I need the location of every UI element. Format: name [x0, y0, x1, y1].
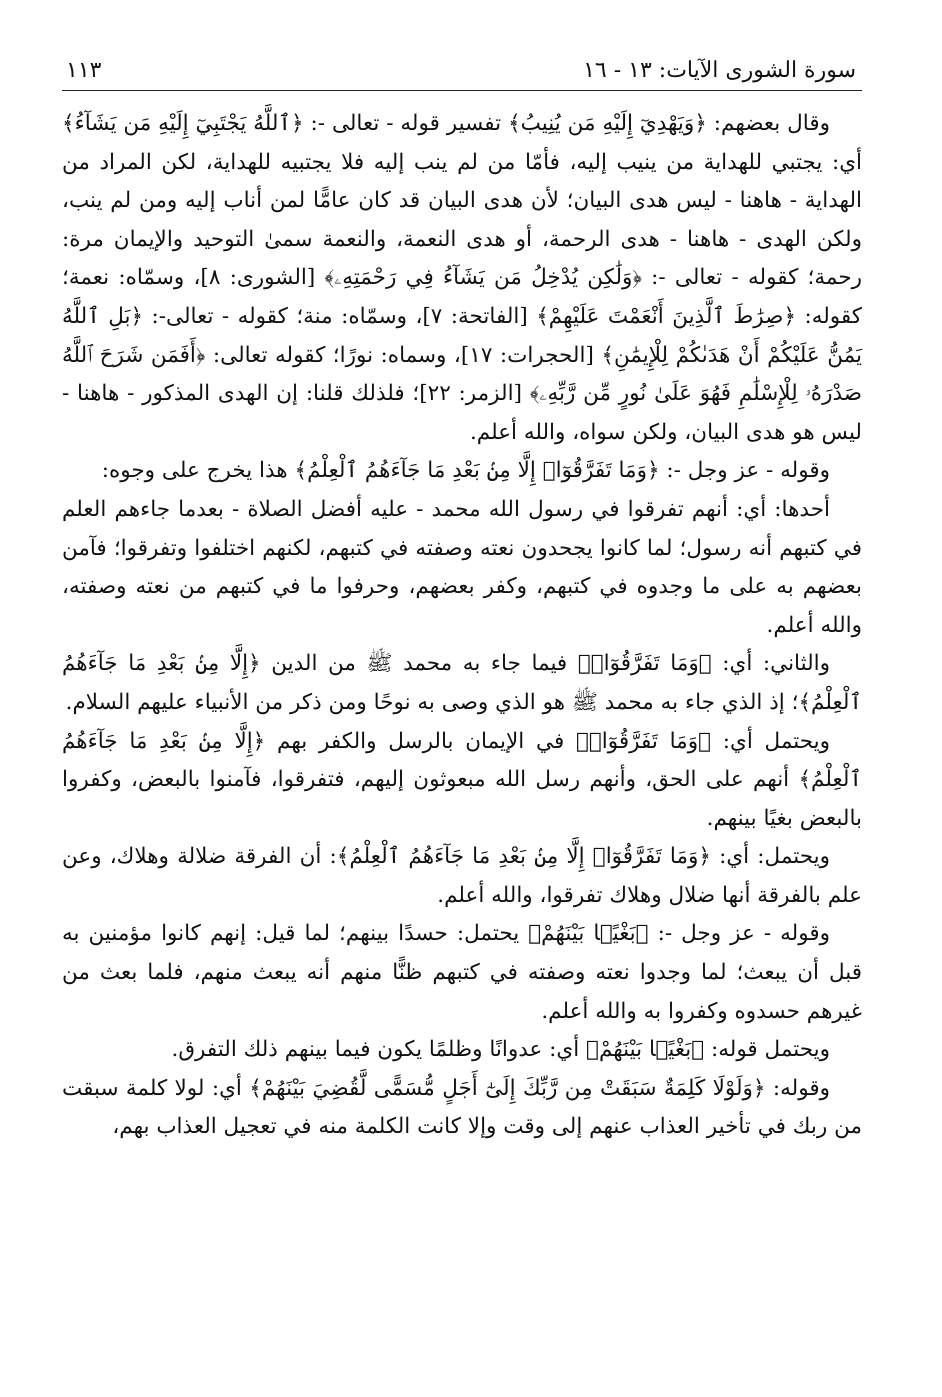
quran-verse: ﴿بَلِ ٱللَّهُ يَمُنُّ عَلَيْكُمْ أَنْ هَدَىٰكُمْ لِلْإِيمَٰنِ﴾	[62, 303, 862, 368]
text-run: أي: يجتبي للهداية من ينيب إليه، فأمّا من لم ينب إليه فلا يجتبيه للهداية، لكن المراد من الهداية - هاهنا - ليس هدى البيان؛ لأن هدى البيان قد كان عامًّا لمن أناب إليه ومن لم ينب، ولكن الهدى - هاهنا - هدى الرحمة، أو هدى النعمة، والنعمة سمىٰ التوحيد والإيمان مرة: رحمة؛ كقوله - تعالى -:	[62, 149, 863, 291]
text-run: وقوله:	[765, 1075, 830, 1101]
text-run: [الفاتحة: ٧]، وسمّاه: منة؛ كقوله - تعالى-:	[143, 303, 537, 329]
quran-verse: ﴿إِلَّا مِنۢ بَعْدِ مَا جَآءَهُمُ ٱلْعِلْمُ﴾	[62, 728, 862, 793]
book-page	[62, 48, 862, 1368]
text-run: والثاني: أي:	[711, 651, 830, 677]
paragraph	[62, 645, 862, 722]
text-run: فيما جاء به محمد ﷺ من الدين	[260, 651, 578, 677]
text-run: هذا يخرج على وجوه:	[101, 458, 295, 484]
text-run: أي: عدوانًا وظلمًا يكون فيما بينهم ذلك التفرق.	[171, 1037, 587, 1063]
text-run: وقال بعضهم:	[706, 111, 830, 136]
text-run: في الإيمان بالرسل والكفر بهم	[265, 728, 576, 754]
paragraph	[62, 915, 862, 1031]
quran-verse: ﴿وَمَا تَفَرَّقُوٓا۟﴾	[577, 651, 712, 677]
quran-verse: ﴿وَيَهْدِيٓ إِلَيْهِ مَن يُنِيبُ﴾	[508, 111, 707, 136]
quran-verse: ﴿بَغْيًۢا بَيْنَهُمْ﴾	[528, 921, 649, 947]
quran-verse: ﴿صِرَٰطَ ٱلَّذِينَ أَنْعَمْتَ عَلَيْهِمْ﴾	[536, 303, 797, 329]
paragraph	[62, 1031, 862, 1070]
text-run: وقوله - عز وجل -:	[659, 458, 830, 484]
quran-verse: ﴿وَمَا تَفَرَّقُوٓا۟﴾	[575, 728, 711, 754]
paragraph	[62, 452, 862, 491]
text-run: ويحتمل: أي:	[710, 844, 830, 870]
text-run: ؛ إذ الذي جاء به محمد ﷺ هو الذي وصى به نوحًا ومن ذكر من الأنبياء عليهم السلام.	[65, 689, 799, 715]
quran-verse: ﴿وَلَوْلَا كَلِمَةٌ سَبَقَتْ مِن رَّبِّكَ إِلَىٰٓ أَجَلٍ مُّسَمًّى لَّقُضِيَ بَيْنَهُمْ﴾	[249, 1075, 766, 1101]
paragraph	[62, 1070, 862, 1147]
page-number: ١١٣	[66, 58, 102, 83]
text-run: أي: لولا كلمة سبقت من ربك في تأخير العذاب عنهم إلى وقت وإلا كانت الكلمة منه في تعجيل العذاب بهم،	[62, 1075, 862, 1140]
text-run: يحتمل: حسدًا بينهم؛ لما قيل: إنهم كانوا مؤمنين به قبل أن يبعث؛ لما وجدوا نعته وصفته في كتبهم ظنًّا منهم أنه يبعث منهم، فلما بعث من غيرهم حسدوه وكفروا به والله أعلم.	[62, 921, 862, 1024]
text-run: [الشورى: ٨]، وسمّاه: نعمة؛ كقوله:	[62, 265, 863, 329]
quran-verse: ﴿بَغْيًۢا بَيْنَهُمْ﴾	[586, 1037, 705, 1063]
text-run: تفسير قوله - تعالى -:	[303, 111, 509, 136]
quran-verse: ﴿ٱللَّهُ يَجْتَبِيٓ إِلَيْهِ مَن يَشَآءُ﴾	[62, 111, 304, 136]
quran-verse: ﴿وَمَا تَفَرَّقُوٓا۟ إِلَّا مِنۢ بَعْدِ مَا جَآءَهُمُ ٱلْعِلْمُ﴾	[336, 844, 711, 870]
paragraph	[62, 105, 862, 452]
text-run: وقوله - عز وجل -:	[648, 921, 830, 947]
body-text	[62, 105, 862, 1147]
quran-verse: ﴿أَفَمَن شَرَحَ ٱللَّهُ صَدْرَهُۥ لِلْإِسْلَٰمِ فَهُوَ عَلَىٰ نُورٍ مِّن رَّبِّهِۦ﴾	[62, 342, 862, 407]
paragraph	[62, 723, 862, 839]
header-rule	[62, 90, 862, 91]
surah-title: سورة الشورى الآيات: ١٣ - ١٦	[583, 58, 856, 83]
paragraph	[62, 491, 862, 645]
paragraph	[62, 838, 862, 915]
text-run: أنهم على الحق، وأنهم رسل الله مبعوثون إليهم، فتفرقوا، فآمنوا بالبعض، وكفروا بالبعض بغيًا بينهم.	[62, 767, 862, 831]
text-run: أحدها: أي: أنهم تفرقوا في رسول الله محمد - عليه أفضل الصلاة - بعدما جاءهم العلم في كتبهم أنه رسول؛ لما كانوا يجحدون نعته وصفته في كتبهم، لكنهم اختلفوا وتفرقوا؛ فآمن بعضهم به على ما وجدوه في كتبهم، وكفر بعضهم، وحرفوا ما في كتبهم من نعته وصفته، والله أعلم.	[62, 496, 862, 638]
text-run: ويحتمل أي:	[710, 728, 830, 754]
quran-verse: ﴿وَلَٰكِن يُدْخِلُ مَن يَشَآءُ فِي رَحْمَتِهِۦ﴾	[324, 265, 642, 291]
text-run: [الزمر: ٢٢]؛ فلذلك قلنا: إن الهدى المذكور - هاهنا - ليس هو هدى البيان، ولكن سواه، والله أعلم.	[62, 381, 862, 445]
text-run: ويحتمل قوله:	[704, 1037, 830, 1063]
text-run: [الحجرات: ١٧]، وسماه: نورًا؛ كقوله تعالى:	[205, 342, 602, 368]
quran-verse: ﴿إِلَّا مِنۢ بَعْدِ مَا جَآءَهُمُ ٱلْعِلْمُ﴾	[62, 651, 862, 715]
text-run: : أن الفرقة ضلالة وهلاك، وعن علم بالفرقة أنها ضلال وهلاك تفرقوا، والله أعلم.	[62, 844, 862, 908]
quran-verse: ﴿وَمَا تَفَرَّقُوٓا۟ إِلَّا مِنۢ بَعْدِ مَا جَآءَهُمُ ٱلْعِلْمُ﴾	[294, 458, 660, 484]
page-header	[62, 48, 862, 86]
